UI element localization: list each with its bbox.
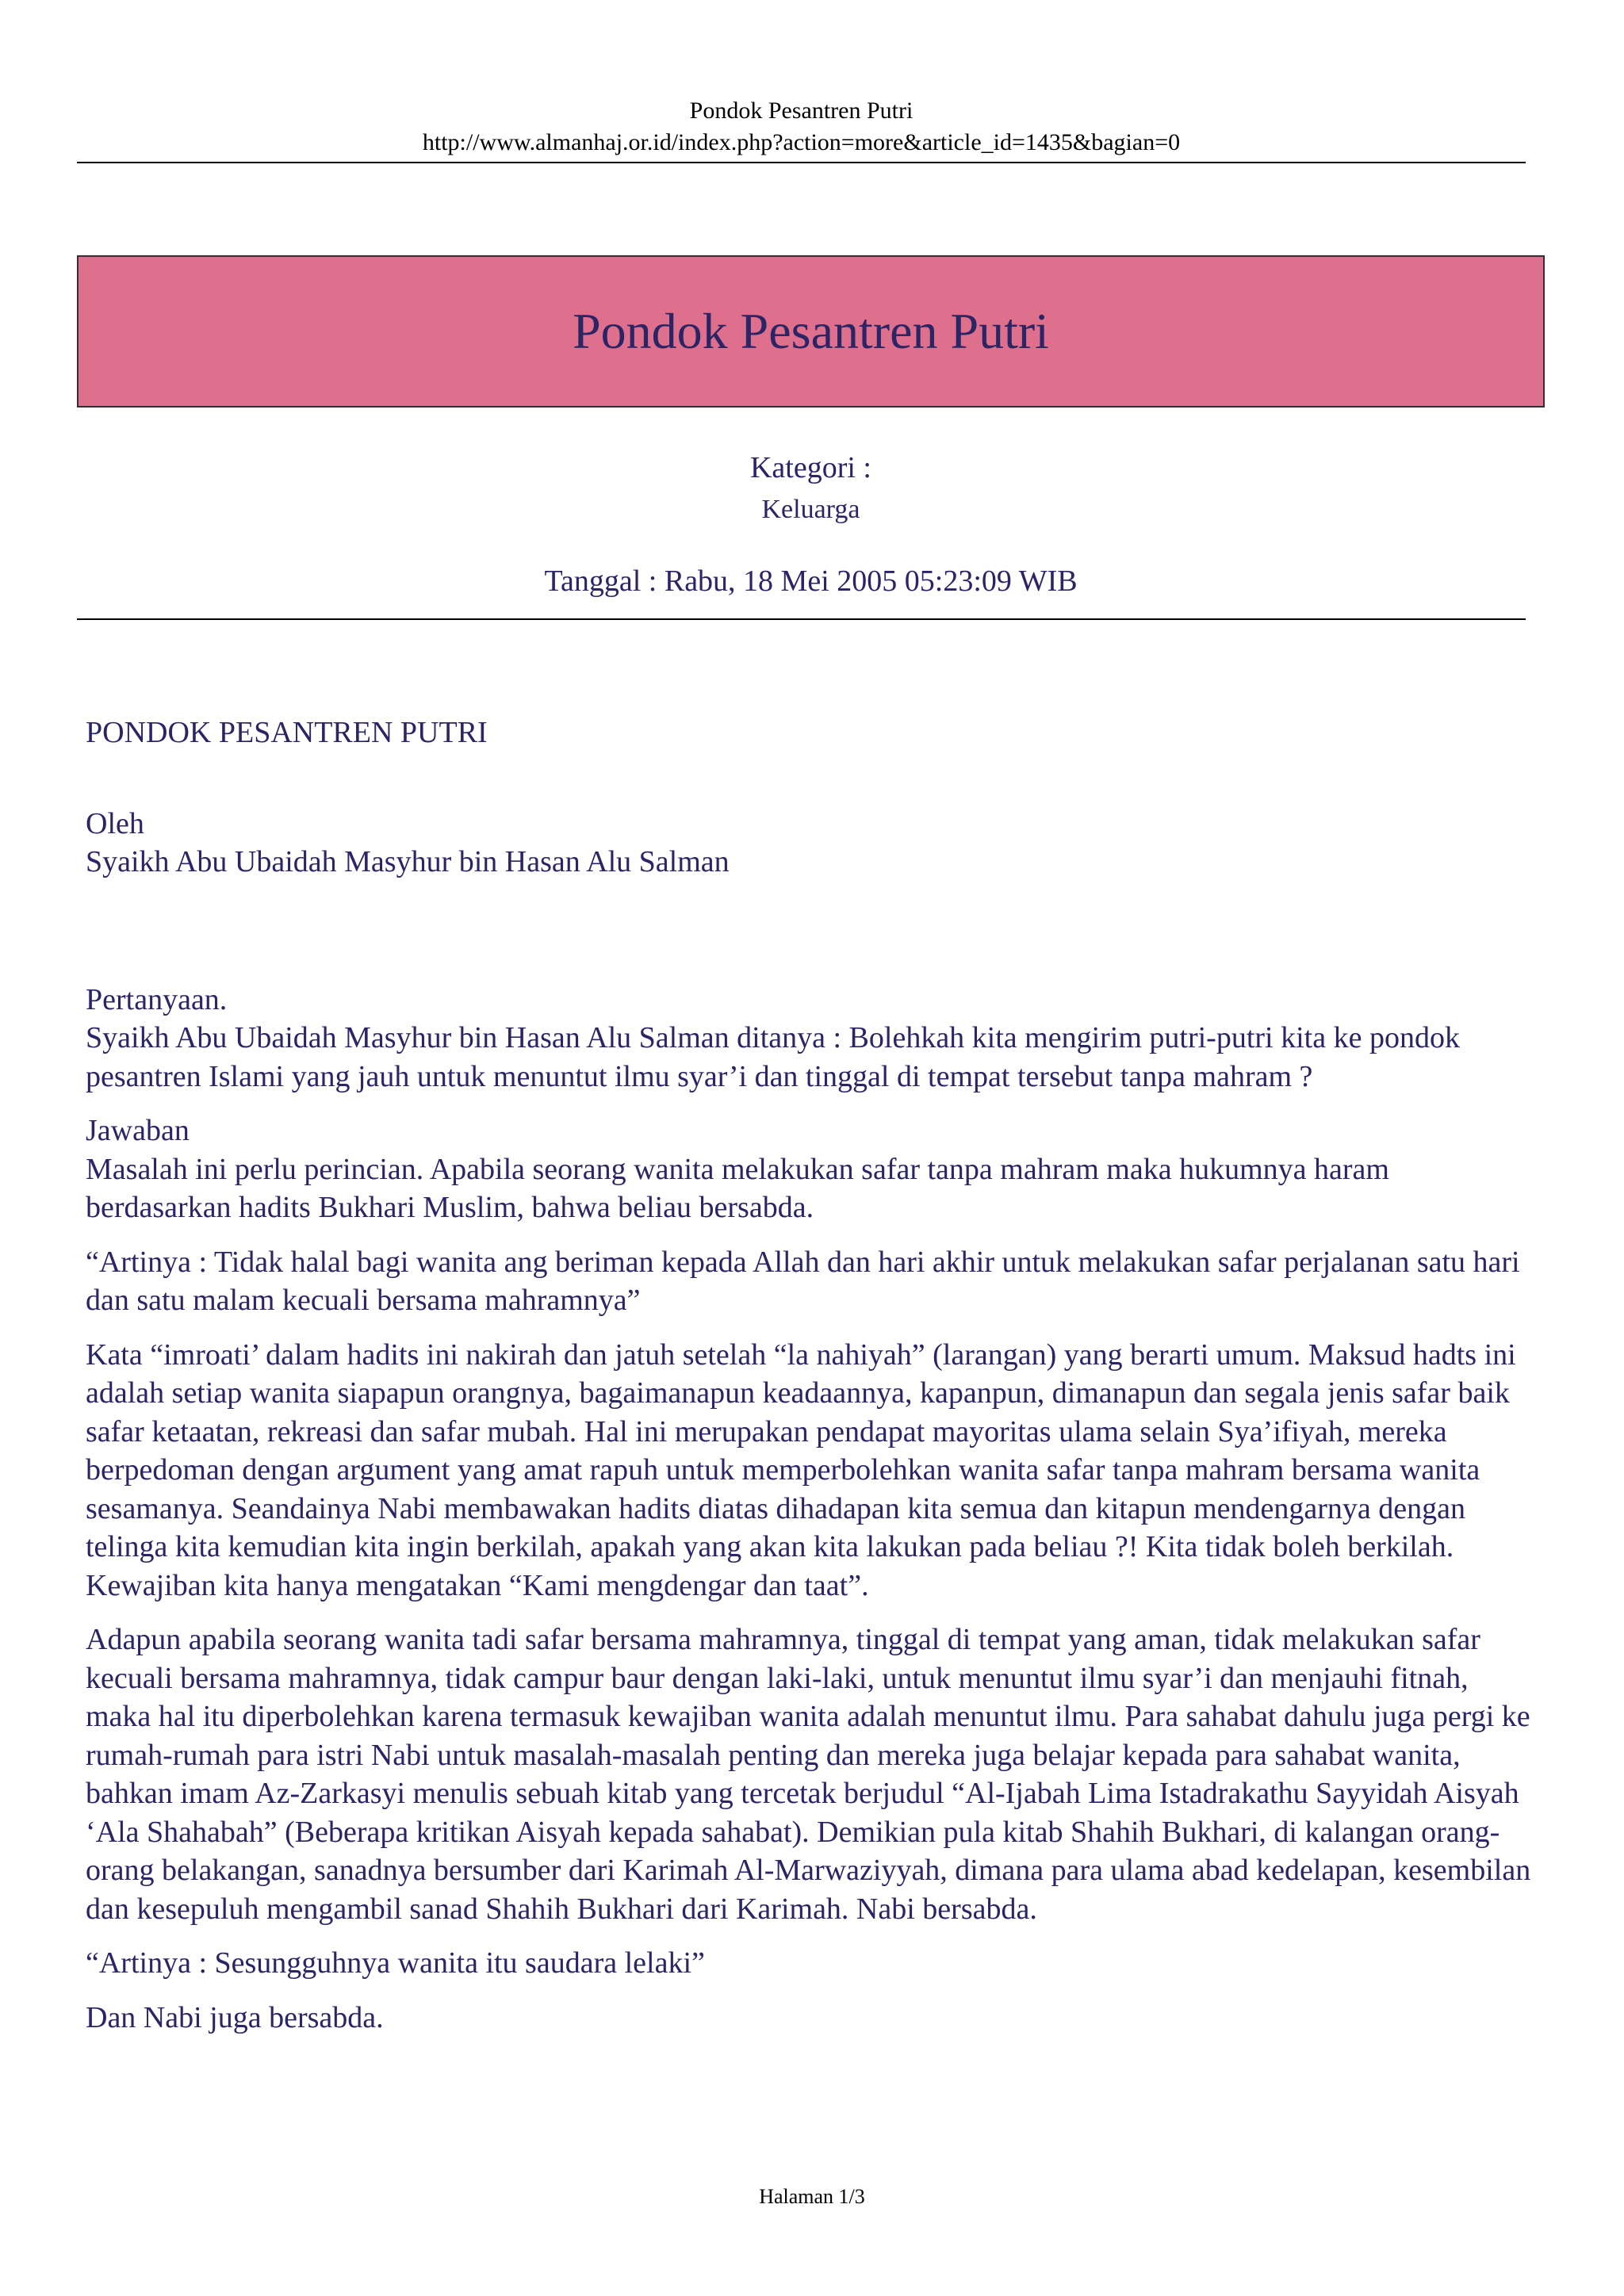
hadith-quote: “Artinya : Sesungguhnya wanita itu saudara lelaki” [86, 1946, 705, 1980]
meta-divider [77, 618, 1526, 620]
page-title: Pondok Pesantren Putri [573, 303, 1049, 359]
question-label: Pertanyaan. [86, 982, 228, 1016]
page-number: Halaman 1/3 [759, 2185, 865, 2208]
hadith-quote: “Artinya : Tidak halal bagi wanita ang beriman kepada Allah dan hari akhir untuk melakukan safar perjalanan satu hari dan satu malam kecuali bersama mahramnya” [86, 1245, 1520, 1317]
title-banner [77, 255, 1545, 408]
answer-block [86, 1112, 1541, 1227]
author-block [86, 805, 1541, 882]
author-name: Syaikh Abu Ubaidah Masyhur bin Hasan Alu Salman [86, 845, 730, 878]
header-url: http://www.almanhaj.or.id/index.php?action=more&article_id=1435&bagian=0 [422, 129, 1181, 155]
body-paragraph: Kata “imroati’ dalam hadits ini nakirah dan jatuh setelah “la nahiyah” (larangan) yang berarti umum. Maksud hadts ini adalah setiap wanita siapapun orangnya, bagaimanapun keadaannya, kapanpun, dimanapun dan segala jenis safar baik safar ketaatan, rekreasi dan safar mubah. Hal ini merupakan pendapat mayoritas ulama selain Sya’ifiyah, mereka berpedoman dengan argument yang amat rapuh untuk memperbolehkan wanita safar tanpa mahram bersama wanita sesamanya. Seandainya Nabi membawakan hadits diatas dihadapan kita semua dan kitapun mendengarnya dengan telinga kita kemudian kita ingin berkilah, apakah yang akan kita lakukan pada beliau ?! Kita tidak boleh berkilah. Kewajiban kita hanya mengatakan “Kami mengdengar dan taat”. [86, 1337, 1516, 1602]
publish-date: Tanggal : Rabu, 18 Mei 2005 05:23:09 WIB [544, 564, 1078, 598]
article-heading: PONDOK PESANTREN PUTRI [86, 716, 488, 749]
category-label: Kategori : [749, 451, 871, 484]
answer-text: Masalah ini perlu perincian. Apabila seorang wanita melakukan safar tanpa mahram maka hukumnya haram berdasarkan hadits Bukhari Muslim, bahwa beliau bersabda. [86, 1152, 1389, 1224]
question-text: Syaikh Abu Ubaidah Masyhur bin Hasan Alu Salman ditanya : Bolehkah kita mengirim putri-putri kita ke pondok pesantren Islami yang jauh untuk menuntut ilmu syar’i dan tinggal di tempat tersebut tanpa mahram ? [86, 1021, 1460, 1093]
answer-label: Jawaban [86, 1114, 190, 1147]
question-block [86, 981, 1541, 1096]
page-header [77, 95, 1526, 159]
header-title: Pondok Pesantren Putri [689, 98, 914, 124]
closing-line: Dan Nabi juga bersabda. [86, 2000, 384, 2034]
header-divider [77, 162, 1526, 163]
category-value: Keluarga [761, 495, 860, 524]
article-body [86, 714, 1541, 2037]
body-paragraph: Adapun apabila seorang wanita tadi safar bersama mahramnya, tinggal di tempat yang aman, tidak melakukan safar kecuali bersama mahramnya, tidak campur baur dengan laki-laki, untuk menuntut ilmu syar’i dan menjauhi fitnah, maka hal itu diperbolehkan karena termasuk kewajiban wanita adalah menuntut ilmu. Para sahabat dahulu juga pergi ke rumah-rumah para istri Nabi untuk masalah-masalah penting dan mereka juga belajar kepada para sahabat wanita, bahkan imam Az-Zarkasyi menulis sebuah kitab yang tercetak berjudul “Al-Ijabah Lima Istadrakathu Sayyidah Aisyah ‘Ala Shahabah” (Beberapa kritikan Aisyah kepada sahabat). Demikian pula kitab Shahih Bukhari, di kalangan orang-orang belakangan, sanadnya bersumber dari Karimah Al-Marwaziyyah, dimana para ulama abad kedelapan, kesembilan dan kesepuluh mengambil sanad Shahih Bukhari dari Karimah. Nabi bersabda. [86, 1623, 1531, 1926]
author-label: Oleh [86, 806, 144, 840]
